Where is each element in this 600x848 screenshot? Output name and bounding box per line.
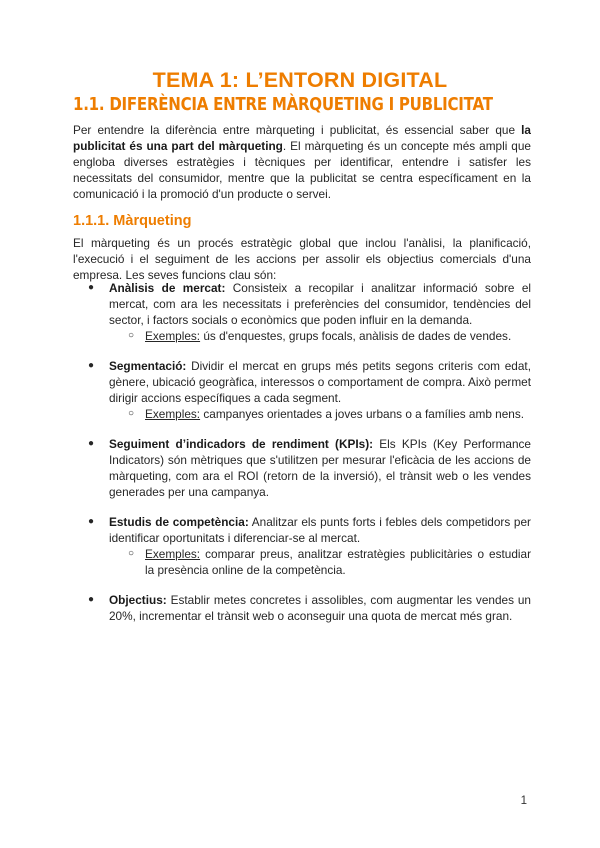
intro-text-end: . El màrqueting és un concepte més ampli que engloba diverses estratègies i tècniques per identificar, entendre i satisfer les necessitats del consumidor, mentre que la publicitat se centra específicament en la comunicació i la promoció d'un producte o servei. — [73, 139, 531, 201]
item-term: Estudis de competència: — [109, 515, 249, 529]
example-list — [109, 328, 531, 344]
example-text: ús d'enquestes, grups focals, anàlisis de dades de vendes. — [200, 329, 512, 343]
item-term: Segmentació: — [109, 359, 187, 373]
item-term: Seguiment d’indicadors de rendiment (KPIs): — [109, 437, 374, 451]
circle-bullet-icon: ○ — [128, 408, 135, 419]
list-item — [73, 592, 531, 624]
page-number: 1 — [520, 795, 527, 807]
list-item — [73, 358, 531, 422]
lead-paragraph: El màrqueting és un procés estratègic global que inclou l'anàlisi, la planificació, l'execució i el seguiment de les accions per assolir els objectius comercials d'una empresa. Les seves funcions clau són: — [73, 236, 531, 282]
section-heading: 1.1. DIFERÈNCIA ENTRE MÀRQUETING I PUBLICITAT — [73, 95, 493, 115]
bullet-icon: ● — [88, 282, 95, 293]
example-item — [109, 406, 531, 422]
list-item — [73, 280, 531, 344]
example-item — [109, 328, 531, 344]
item-text: Dividir el mercat en grups més petits segons criteris com edat, gènere, ubicació geogràfica, interessos o comportament de compra. Això permet dirigir accions específiques a cada segment. — [109, 359, 531, 405]
example-text: comparar preus, analitzar estratègies publicitàries o estudiar la presència online de la competència. — [145, 547, 531, 577]
bullet-icon: ● — [88, 516, 95, 527]
example-label: Exemples: — [145, 547, 201, 561]
item-term: Objectius: — [109, 593, 167, 607]
intro-text-start: Per entendre la diferència entre màrqueting i publicitat, és essencial saber que — [73, 123, 522, 137]
functions-list — [73, 280, 531, 624]
list-item — [73, 436, 531, 500]
intro-paragraph — [73, 122, 531, 202]
page-title: TEMA 1: L’ENTORN DIGITAL — [152, 68, 448, 92]
intro-bold-text: la publicitat és una part del màrqueting — [73, 123, 531, 153]
example-list — [109, 546, 531, 578]
circle-bullet-icon: ○ — [128, 548, 135, 559]
bullet-icon: ● — [88, 360, 95, 371]
example-list — [109, 406, 531, 422]
example-text: campanyes orientades a joves urbans o a famílies amb nens. — [200, 407, 525, 421]
list-item — [73, 514, 531, 578]
circle-bullet-icon: ○ — [128, 330, 135, 341]
subsection-heading: 1.1.1. Màrqueting — [73, 213, 192, 229]
example-label: Exemples: — [145, 329, 201, 343]
bullet-icon: ● — [88, 438, 95, 449]
item-text: Analitzar els punts forts i febles dels competidors per identificar oportunitats i diferenciar-se al mercat. — [109, 515, 531, 545]
item-text: Establir metes concretes i assolibles, com augmentar les vendes un 20%, incrementar el trànsit web o aconseguir una quota de mercat més gran. — [109, 593, 531, 623]
bullet-icon: ● — [88, 594, 95, 605]
item-text: Els KPIs (Key Performance Indicators) són mètriques que s'utilitzen per mesurar l'eficàcia de les accions de màrqueting, com ara el ROI (retorn de la inversió), el trànsit web o les vendes generades per una campanya. — [109, 437, 531, 499]
item-text: Consisteix a recopilar i analitzar informació sobre el mercat, com ara les necessitats i preferències del consumidor, tendències del sector, i factors socials o econòmics que poden influir en la demanda. — [109, 281, 532, 327]
item-term: Anàlisis de mercat: — [109, 281, 226, 295]
example-item — [109, 546, 531, 578]
example-label: Exemples: — [145, 407, 201, 421]
